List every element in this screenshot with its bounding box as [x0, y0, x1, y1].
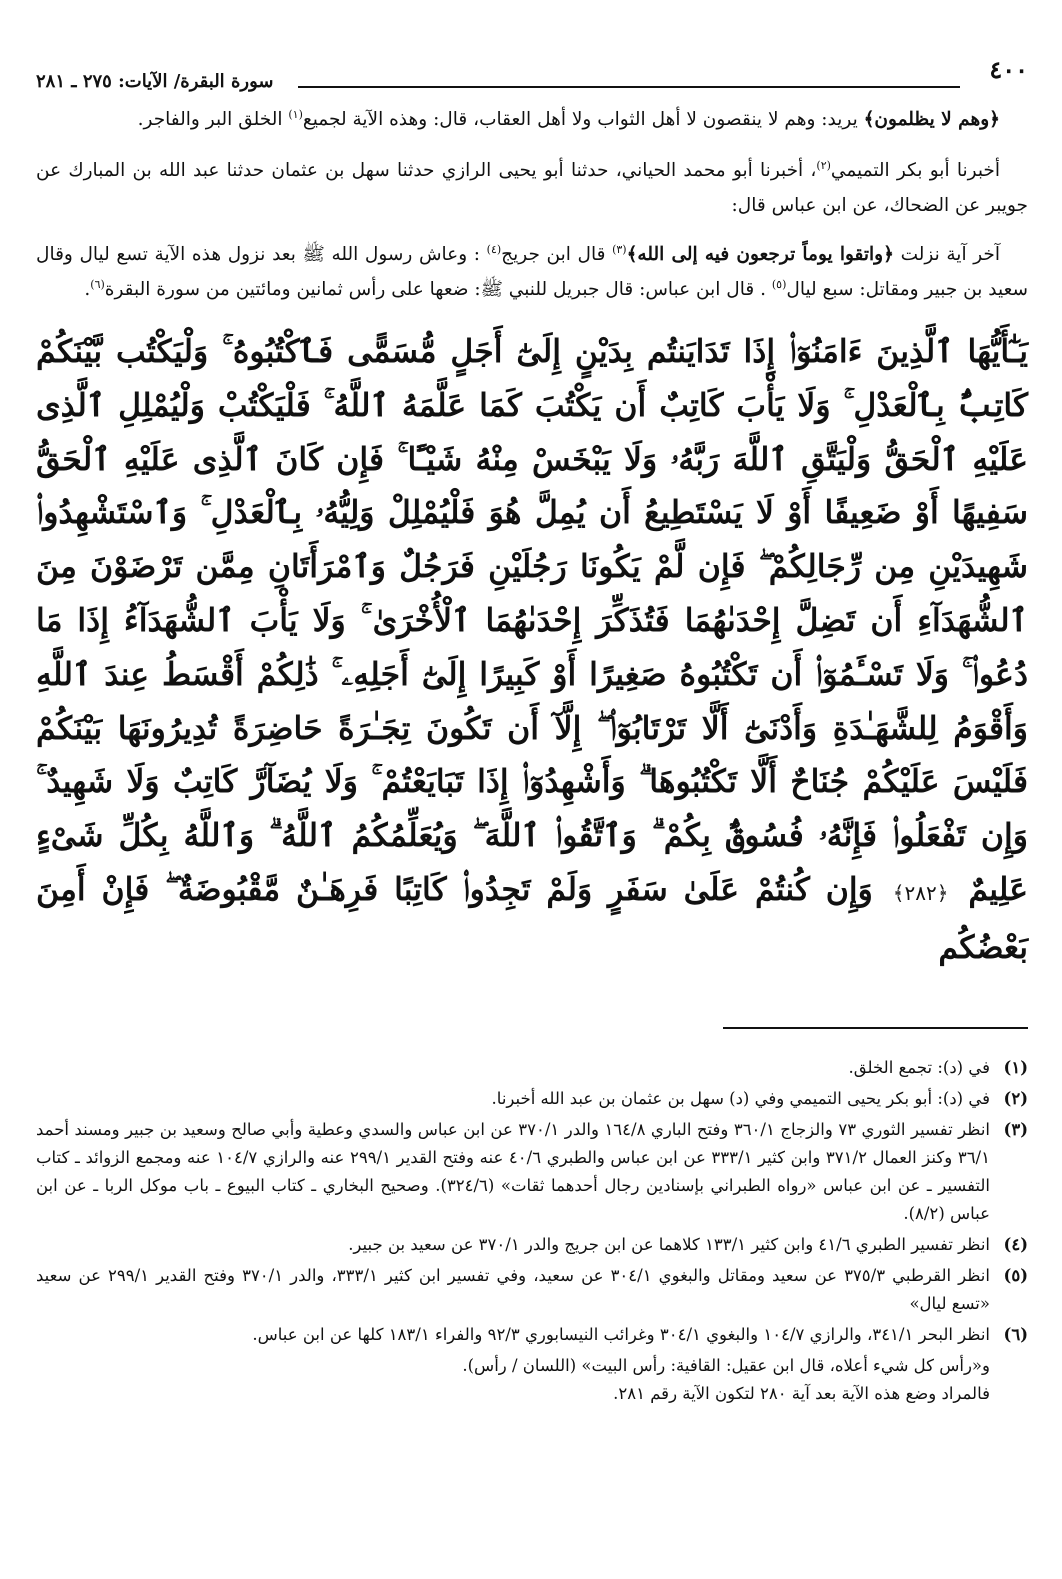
paragraph-text: ، أخبرنا أبو محمد الحياني، حدثنا أبو يحيى الرازي حدثنا سهل بن عثمان حدثنا عبد الله بن المبارك عن جويبر عن الضحاك، عن ابن عباس قال:: [36, 160, 1028, 216]
footnote-number: (٦): [1003, 1324, 1028, 1344]
quran-line: بِٱلْعَدْلِ ۚ وَٱسْتَشْهِدُوا۟ شَهِيدَيْنِ مِن رِّجَالِكُمْ ۖ فَإِن لَّمْ يَكُونَا رَجُلَيْنِ فَرَجُلٌ وَٱمْرَأَتَانِ مِمَّن تَرْضَوْنَ مِنَ: [36, 494, 1028, 586]
footnote-ref[interactable]: (١): [288, 107, 303, 121]
quran-line: بِكُلِّ شَىْءٍ عَلِيمٌ: [36, 817, 1029, 908]
verse-quote: ﴿واتقوا يوماً ترجعون فيه إلى الله﴾: [626, 244, 894, 265]
quran-line: يَبْخَسْ مِنْهُ شَيْـًٔا ۚ فَإِن كَانَ ٱلَّذِى عَلَيْهِ ٱلْحَقُّ سَفِيهًا أَوْ ضَعِيفًا أَوْ لَا يَسْتَطِيعُ أَن يُمِلَّ هُوَ فَلْيُمْلِلْ وَلِيُّهُۥ: [36, 440, 1029, 532]
footnote-text: انظر تفسير الثوري ٧٣ والزجاج ٣٦٠/١ وفتح الباري ١٦٤/٨ والدر ٣٧٠/١ عن ابن عباس والسدي وعطية وأبي صالح وسعيد بن جبير ومسند أحمد ٣٦/١ وكنز العمال ٣٧١/٢ وابن كثير ٣٣٣/١ عن ابن عباس والطبري ٤٠/٦ عنه وفتح القدير ٢٩٩/١ عنه والرازي ١٠٤/٧ عنه ومجمع الزوائد ـ كتاب التفسير ـ عن ابن عباس «رواه الطبراني بإسنادين رجال أحدهما ثقات» (٣٢٤/٦). وصحيح البخاري ـ كتاب البيوع ـ باب موكل الربا ـ عن ابن عباس (٨/٢).: [36, 1119, 991, 1223]
footnotes: [36, 1054, 1028, 1408]
paragraph-text: الخلق البر والفاجر.: [137, 109, 289, 130]
paragraph-text: : وعاش رسول الله ﷺ بعد نزول هذه الآية تسع ليال وقال سعيد بن جبير ومقاتل: سبع ليال: [36, 244, 1028, 300]
footnote-number: (٥): [1003, 1265, 1028, 1285]
footnote-item: [36, 1231, 1028, 1259]
paragraph-text: أخبرنا أبو بكر التميمي: [830, 160, 1000, 181]
quran-verse-block: [36, 325, 1028, 975]
quran-line: تَكْتُبُوهُ صَغِيرًا أَوْ كَبِيرًا إِلَىٰٓ أَجَلِهِۦ ۚ ذَٰلِكُمْ أَقْسَطُ عِندَ ٱللَّهِ وَأَقْوَمُ لِلشَّهَـٰدَةِ وَأَدْنَىٰٓ أَلَّا تَرْتَابُوٓا۟ ۖ إِلَّآ أَن: [36, 655, 1028, 747]
footnote-item: [36, 1054, 1028, 1082]
running-title: سورة البقرة/ الآيات: ٢٧٥ ـ ٢٨١: [36, 71, 274, 92]
verse-quote: ﴿وهم لا يظلمون﴾: [863, 109, 1000, 130]
paragraph-text: آخر آية نزلت: [893, 244, 1001, 265]
book-page: [36, 52, 1028, 1542]
quran-line: وَلَا يَأْبَ كَاتِبٌ أَن يَكْتُبَ كَمَا عَلَّمَهُ ٱللَّهُ ۚ فَلْيَكْتُبْ وَلْيُمْلِلِ ٱلَّذِى عَلَيْهِ ٱلْحَقُّ وَلْيَتَّقِ ٱللَّهَ رَبَّهُۥ وَلَا: [36, 386, 1028, 478]
ayah-number-marker: ﴿٢٨٢﴾: [892, 880, 949, 905]
footnote-ref[interactable]: (٦): [90, 277, 105, 291]
footnote-item: [36, 1262, 1028, 1318]
paragraph-text: قال ابن جريج: [501, 244, 613, 265]
footnote-number: (٢): [1003, 1088, 1028, 1108]
header-rule: [298, 86, 960, 88]
footnote-item: [36, 1116, 1028, 1228]
footnote-text: انظر البحر ٣٤١/١، والرازي ١٠٤/٧ والبغوي ٣٠٤/١ وغرائب النيسابوري ٩٢/٣ والفراء ١٨٣/١ كلها عن ابن عباس.: [252, 1324, 990, 1344]
footnote-text: انظر القرطبي ٣٧٥/٣ عن سعيد ومقاتل والبغوي ٣٠٤/١ عن سعيد، وفي تفسير ابن كثير ٣٣٣/١، والدر ٣٧٠/١ وفتح القدير ٢٩٩/١ عن سعيد «تسع ليال»: [36, 1265, 990, 1313]
page-header: [36, 52, 1028, 94]
quran-line: تَكُونَ تِجَـٰرَةً حَاضِرَةً تُدِيرُونَهَا بَيْنَكُمْ فَلَيْسَ عَلَيْكُمْ جُنَاحٌ أَلَّا تَكْتُبُوهَا ۗ وَأَشْهِدُوٓا۟ إِذَا تَبَايَعْتُمْ ۚ: [36, 709, 1029, 801]
footnote-text: في (د): تجمع الخلق.: [848, 1057, 990, 1077]
quran-line: وَإِن كُنتُمْ عَلَىٰ سَفَرٍ وَلَمْ تَجِدُوا۟ كَاتِبًا فَرِهَـٰنٌ مَّقْبُوضَةٌ ۖ فَإِنْ أَمِنَ بَعْضُكُم: [36, 870, 1028, 966]
footnote-ref[interactable]: (٥): [771, 277, 787, 291]
quran-line: يَـٰٓأَيُّهَا ٱلَّذِينَ ءَامَنُوٓا۟ إِذَا تَدَايَنتُم بِدَيْنٍ إِلَىٰٓ أَجَلٍ مُّسَمًّى فَٱكْتُبُوهُ ۚ وَلْيَكْتُب بَّيْنَكُمْ كَاتِبٌۢ بِٱلْعَدْلِ ۚ: [36, 333, 1028, 424]
quran-line: وَلَا يُضَآرَّ كَاتِبٌ وَلَا شَهِيدٌ ۚ وَإِن تَفْعَلُوا۟ فَإِنَّهُۥ فُسُوقٌۢ بِكُمْ ۗ وَٱتَّقُوا۟ ٱللَّهَ ۖ وَيُعَلِّمُكُمُ ٱللَّهُ ۗ وَٱللَّهُ: [36, 763, 1029, 855]
footnote-continuation: و«رأس كل شيء أعلاه، قال ابن عقيل: القافية: رأس البيت» (اللسان / رأس).: [462, 1355, 990, 1375]
paragraph-text: . قال ابن عباس: قال جبريل للنبي ﷺ: ضعها على رأس ثمانين ومائتين من سورة البقرة: [104, 279, 772, 300]
paragraph-1: [36, 102, 1028, 137]
paragraph-text: يريد: وهم لا ينقصون لا أهل الثواب ولا أهل العقاب، قال: وهذه الآية لجميع: [302, 109, 864, 130]
footnote-separator: [723, 1027, 1028, 1029]
footnote-ref[interactable]: (٣): [612, 242, 627, 256]
footnote-number: (١): [1003, 1057, 1028, 1077]
footnote-continuation: فالمراد وضع هذه الآية بعد آية ٢٨٠ لتكون الآية رقم ٢٨١.: [613, 1383, 990, 1403]
footnote-text: انظر تفسير الطبري ٤١/٦ وابن كثير ١٣٣/١ كلاهما عن ابن جريج والدر ٣٧٠/١ عن سعيد بن جبير.: [348, 1234, 990, 1254]
paragraph-2: [36, 153, 1028, 223]
footnote-ref[interactable]: (٢): [816, 158, 831, 172]
paragraph-text: .: [84, 279, 91, 300]
page-number: ٤٠٠: [989, 55, 1028, 84]
footnote-item: [36, 1321, 1028, 1349]
footnote-item: [36, 1085, 1028, 1113]
footnote-text: في (د): أبو بكر يحيى التميمي وفي (د) سهل بن عثمان بن عبد الله أخبرنا.: [491, 1088, 990, 1108]
footnote-number: (٣): [1003, 1119, 1028, 1139]
footnote-ref[interactable]: (٤): [486, 242, 502, 256]
paragraph-3: [36, 237, 1028, 307]
quran-line: ٱلشُّهَدَآءِ أَن تَضِلَّ إِحْدَىٰهُمَا فَتُذَكِّرَ إِحْدَىٰهُمَا ٱلْأُخْرَىٰ ۚ وَلَا يَأْبَ ٱلشُّهَدَآءُ إِذَا مَا دُعُوا۟ ۚ وَلَا تَسْـَٔمُوٓا۟ أَن: [36, 601, 1028, 693]
footnote-number: (٤): [1003, 1234, 1028, 1254]
